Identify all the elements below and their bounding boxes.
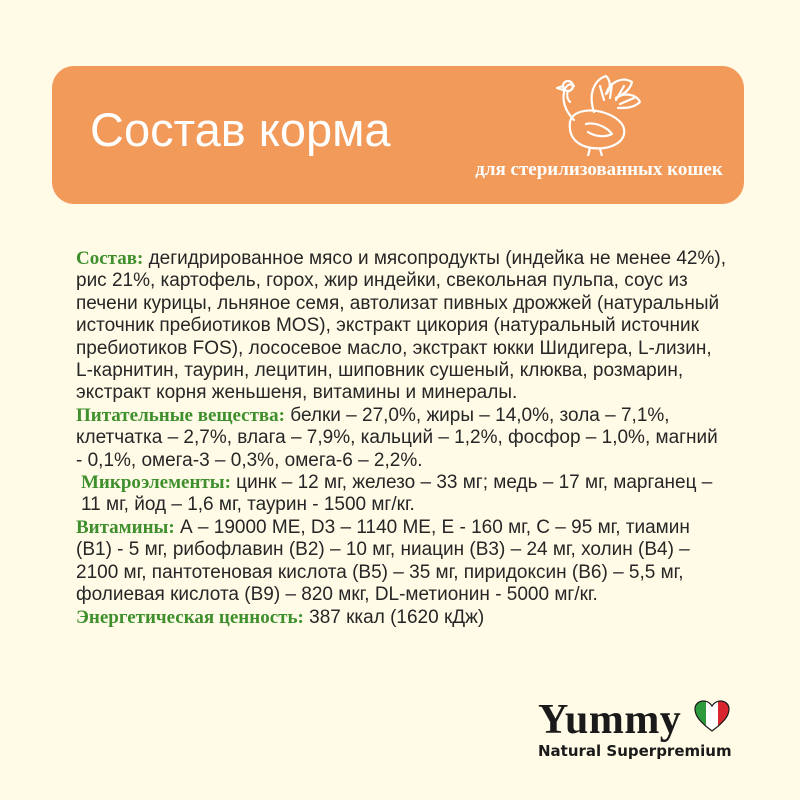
page-title: Состав корма <box>90 103 391 156</box>
section-heading: Микроэлементы: <box>81 472 231 494</box>
section-heading: Питательные вещества: <box>76 404 285 426</box>
logo-wordmark: Yummy <box>538 697 682 743</box>
brand-logo <box>536 696 736 766</box>
section-nutrients <box>76 405 728 472</box>
section-ingredients <box>76 248 728 405</box>
composition-text <box>76 248 728 629</box>
header-banner <box>52 66 744 204</box>
banner-subtitle: для стерилизованных кошек <box>475 159 723 180</box>
section-vitamins <box>76 517 728 607</box>
section-text: цинк – 12 мг, железо – 33 мг; медь – 17 мг, марганец – 11 мг, йод – 1,6 мг, таурин - 1500 мг/кг. <box>81 472 713 516</box>
section-energy <box>76 607 728 629</box>
section-heading: Витамины: <box>76 516 175 538</box>
section-heading: Энергетическая ценность: <box>76 606 304 628</box>
turkey-icon <box>550 72 642 156</box>
section-text: дегидрированное мясо и мясопродукты (индейка не менее 42%), рис 21%, картофель, горох, жир индейки, свекольная пульпа, соус из печени курицы, льняное семя, автолизат пивных дрожжей (натуральный источник пребиотиков MOS), экстракт цикория (натуральный источник пребиотиков FOS), лососевое масло, экстракт юкки Шидигера, L-лизин, L-карнитин, таурин, лецитин, шиповник сушеный, клюква, розмарин, экстракт корня женьшеня, витамины и минералы. <box>76 248 727 404</box>
section-text: А – 19000 МЕ, D3 – 1140 МЕ, Е - 160 мг, С – 95 мг, тиамин (В1) - 5 мг, рибофлавин (В2) – 10 мг, ниацин (В3) – 24 мг, холин (В4) – 2100 мг, пантотеновая кислота (В5) – 35 мг, пиридоксин (В6) – 5,5 мг, фолиевая кислота (В9) – 820 мкг, DL-метионин - 5000 мг/кг. <box>76 516 690 606</box>
section-text: 387 ккал (1620 кДж) <box>303 606 485 628</box>
logo-tagline: Natural Superpremium <box>538 742 732 760</box>
section-text: белки – 27,0%, жиры – 14,0%, зола – 7,1%, клетчатка – 2,7%, влага – 7,9%, кальций – 1,2%, фосфор – 1,0%, магний - 0,1%, омега-3 – 0,3%, омега-6 – 2,2%. <box>76 404 718 471</box>
section-heading: Состав: <box>76 248 144 269</box>
section-microelements <box>76 472 728 517</box>
italian-heart-icon <box>694 700 730 732</box>
